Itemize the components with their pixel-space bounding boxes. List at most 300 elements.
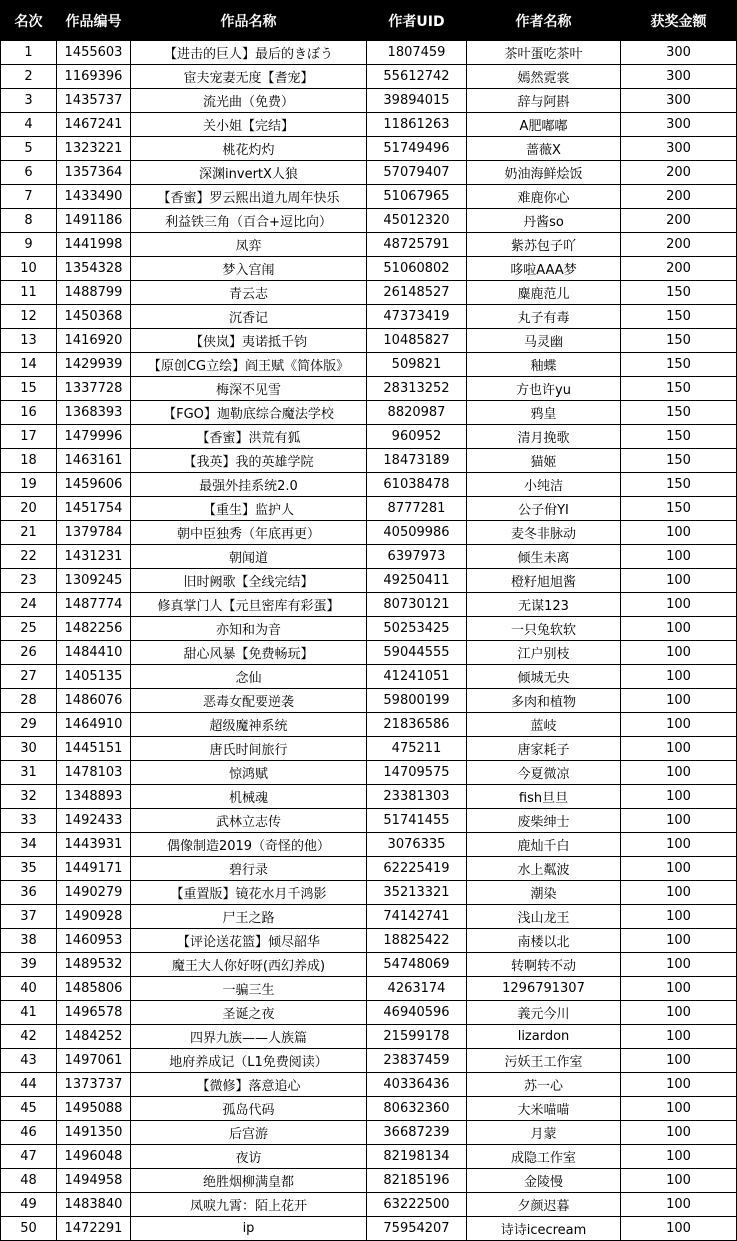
rank-cell: 10 <box>1 257 57 281</box>
rank-cell: 2 <box>1 65 57 89</box>
author-name-cell: 浅山龙王 <box>467 905 621 929</box>
work-title-cell: 四界九族——人族篇 <box>131 1025 367 1049</box>
prize-cell: 100 <box>621 785 737 809</box>
work-title-cell: 【重置版】镜花水月千鸿影 <box>131 881 367 905</box>
author-uid-cell: 18825422 <box>367 929 467 953</box>
rank-cell: 42 <box>1 1025 57 1049</box>
author-uid-cell: 18473189 <box>367 449 467 473</box>
author-uid-cell: 509821 <box>367 353 467 377</box>
author-name-cell: 奶油海鲜烩饭 <box>467 161 621 185</box>
work-title-cell: 魔王大人你好呀(西幻养成) <box>131 953 367 977</box>
table-row <box>1 881 737 905</box>
work-title-cell: 惊鸿赋 <box>131 761 367 785</box>
table-row <box>1 329 737 353</box>
table-row <box>1 689 737 713</box>
rank-cell: 15 <box>1 377 57 401</box>
author-uid-cell: 59044555 <box>367 641 467 665</box>
prize-cell: 100 <box>621 977 737 1001</box>
author-uid-cell: 51749496 <box>367 137 467 161</box>
table-row <box>1 89 737 113</box>
work-title-cell: 关小姐【完结】 <box>131 113 367 137</box>
table-row <box>1 569 737 593</box>
table-row <box>1 449 737 473</box>
work-title-cell: 机械魂 <box>131 785 367 809</box>
work-id-cell: 1169396 <box>57 65 131 89</box>
prize-cell: 100 <box>621 1217 737 1241</box>
work-id-cell: 1494958 <box>57 1169 131 1193</box>
work-title-cell: 念仙 <box>131 665 367 689</box>
prize-cell: 100 <box>621 569 737 593</box>
work-id-cell: 1478103 <box>57 761 131 785</box>
prize-cell: 100 <box>621 617 737 641</box>
work-title-cell: 【香蜜】罗云熙出道九周年快乐 <box>131 185 367 209</box>
work-id-cell: 1464910 <box>57 713 131 737</box>
prize-cell: 150 <box>621 473 737 497</box>
rank-cell: 6 <box>1 161 57 185</box>
work-id-cell: 1479996 <box>57 425 131 449</box>
prize-cell: 100 <box>621 905 737 929</box>
prize-cell: 100 <box>621 1001 737 1025</box>
rank-cell: 49 <box>1 1193 57 1217</box>
author-uid-cell: 45012320 <box>367 209 467 233</box>
work-id-cell: 1405135 <box>57 665 131 689</box>
prize-cell: 100 <box>621 665 737 689</box>
header-work-title: 作品名称 <box>131 1 367 41</box>
author-uid-cell: 55612742 <box>367 65 467 89</box>
work-id-cell: 1323221 <box>57 137 131 161</box>
author-uid-cell: 14709575 <box>367 761 467 785</box>
header-work-id: 作品编号 <box>57 1 131 41</box>
author-uid-cell: 74142741 <box>367 905 467 929</box>
work-title-cell: 【FGO】迦勒底综合魔法学校 <box>131 401 367 425</box>
table-row <box>1 1121 737 1145</box>
author-uid-cell: 23837459 <box>367 1049 467 1073</box>
prize-cell: 100 <box>621 809 737 833</box>
table-row <box>1 353 737 377</box>
rank-cell: 8 <box>1 209 57 233</box>
work-title-cell: ip <box>131 1217 367 1241</box>
author-name-cell: 夕颜迟暮 <box>467 1193 621 1217</box>
work-title-cell: 宦夫宠妻无度【耆宠】 <box>131 65 367 89</box>
table-row <box>1 785 737 809</box>
rank-cell: 33 <box>1 809 57 833</box>
prize-cell: 100 <box>621 1121 737 1145</box>
table-row <box>1 137 737 161</box>
rank-cell: 19 <box>1 473 57 497</box>
author-name-cell: 茶叶蛋吃茶叶 <box>467 41 621 65</box>
work-title-cell: 梦入宫闱 <box>131 257 367 281</box>
author-uid-cell: 41241051 <box>367 665 467 689</box>
prize-cell: 100 <box>621 593 737 617</box>
rank-cell: 43 <box>1 1049 57 1073</box>
work-title-cell: 梅深不见雪 <box>131 377 367 401</box>
table-row <box>1 593 737 617</box>
prize-cell: 150 <box>621 329 737 353</box>
work-id-cell: 1429939 <box>57 353 131 377</box>
author-name-cell: lizardon <box>467 1025 621 1049</box>
author-name-cell: fish旦旦 <box>467 785 621 809</box>
author-uid-cell: 10485827 <box>367 329 467 353</box>
work-id-cell: 1460953 <box>57 929 131 953</box>
author-name-cell: 釉蝶 <box>467 353 621 377</box>
prize-cell: 100 <box>621 641 737 665</box>
work-title-cell: 武林立志传 <box>131 809 367 833</box>
work-title-cell: 朝闻道 <box>131 545 367 569</box>
rank-cell: 40 <box>1 977 57 1001</box>
table-row <box>1 1217 737 1241</box>
author-name-cell: 義元今川 <box>467 1001 621 1025</box>
table-row <box>1 545 737 569</box>
author-name-cell: 转啊转不动 <box>467 953 621 977</box>
prize-cell: 100 <box>621 1073 737 1097</box>
work-id-cell: 1354328 <box>57 257 131 281</box>
author-name-cell: 马灵幽 <box>467 329 621 353</box>
table-row <box>1 521 737 545</box>
rank-cell: 14 <box>1 353 57 377</box>
work-title-cell: 唐氏时间旅行 <box>131 737 367 761</box>
work-id-cell: 1496578 <box>57 1001 131 1025</box>
author-name-cell: 难鹿你心 <box>467 185 621 209</box>
prize-cell: 300 <box>621 113 737 137</box>
table-row <box>1 281 737 305</box>
author-name-cell: 今夏微凉 <box>467 761 621 785</box>
work-id-cell: 1483840 <box>57 1193 131 1217</box>
prize-cell: 100 <box>621 1097 737 1121</box>
author-uid-cell: 36687239 <box>367 1121 467 1145</box>
work-title-cell: 圣诞之夜 <box>131 1001 367 1025</box>
work-title-cell: 【侠岚】夷诺抵千钧 <box>131 329 367 353</box>
author-uid-cell: 40336436 <box>367 1073 467 1097</box>
work-id-cell: 1489532 <box>57 953 131 977</box>
author-name-cell: 鸦皇 <box>467 401 621 425</box>
table-row <box>1 905 737 929</box>
work-id-cell: 1467241 <box>57 113 131 137</box>
rank-cell: 44 <box>1 1073 57 1097</box>
table-row <box>1 1049 737 1073</box>
work-id-cell: 1491350 <box>57 1121 131 1145</box>
author-uid-cell: 23381303 <box>367 785 467 809</box>
work-id-cell: 1485806 <box>57 977 131 1001</box>
table-row <box>1 65 737 89</box>
prize-cell: 150 <box>621 449 737 473</box>
author-uid-cell: 6397973 <box>367 545 467 569</box>
author-uid-cell: 47373419 <box>367 305 467 329</box>
rank-cell: 35 <box>1 857 57 881</box>
work-id-cell: 1309245 <box>57 569 131 593</box>
work-id-cell: 1416920 <box>57 329 131 353</box>
prize-cell: 100 <box>621 545 737 569</box>
table-row <box>1 665 737 689</box>
author-uid-cell: 4263174 <box>367 977 467 1001</box>
author-uid-cell: 48725791 <box>367 233 467 257</box>
table-row <box>1 497 737 521</box>
work-title-cell: 【重生】监护人 <box>131 497 367 521</box>
author-name-cell: 丹酱so <box>467 209 621 233</box>
author-uid-cell: 1807459 <box>367 41 467 65</box>
work-id-cell: 1484252 <box>57 1025 131 1049</box>
table-row <box>1 425 737 449</box>
prize-cell: 100 <box>621 521 737 545</box>
author-uid-cell: 28313252 <box>367 377 467 401</box>
rank-cell: 38 <box>1 929 57 953</box>
rank-cell: 20 <box>1 497 57 521</box>
work-id-cell: 1368393 <box>57 401 131 425</box>
prize-cell: 100 <box>621 1193 737 1217</box>
work-title-cell: 旧时阙歌【全线完结】 <box>131 569 367 593</box>
author-uid-cell: 57079407 <box>367 161 467 185</box>
table-row <box>1 305 737 329</box>
rank-cell: 48 <box>1 1169 57 1193</box>
author-name-cell: 丸子有毒 <box>467 305 621 329</box>
rank-cell: 21 <box>1 521 57 545</box>
author-name-cell: 一只兔软软 <box>467 617 621 641</box>
author-uid-cell: 63222500 <box>367 1193 467 1217</box>
prize-cell: 100 <box>621 1049 737 1073</box>
work-id-cell: 1472291 <box>57 1217 131 1241</box>
author-name-cell: 诗诗icecream <box>467 1217 621 1241</box>
table-row <box>1 953 737 977</box>
author-name-cell: 唐家耗子 <box>467 737 621 761</box>
work-title-cell: 【微修】落意追心 <box>131 1073 367 1097</box>
work-id-cell: 1490928 <box>57 905 131 929</box>
table-row <box>1 617 737 641</box>
prize-cell: 150 <box>621 305 737 329</box>
work-id-cell: 1445151 <box>57 737 131 761</box>
author-name-cell: 公子佾YI <box>467 497 621 521</box>
prize-cell: 100 <box>621 737 737 761</box>
author-name-cell: 苏一心 <box>467 1073 621 1097</box>
prize-cell: 150 <box>621 401 737 425</box>
table-row <box>1 257 737 281</box>
table-row <box>1 473 737 497</box>
author-name-cell: 污妖王工作室 <box>467 1049 621 1073</box>
author-name-cell: 潮染 <box>467 881 621 905</box>
author-name-cell: 成隐工作室 <box>467 1145 621 1169</box>
author-uid-cell: 3076335 <box>367 833 467 857</box>
author-uid-cell: 54748069 <box>367 953 467 977</box>
work-id-cell: 1379784 <box>57 521 131 545</box>
author-uid-cell: 50253425 <box>367 617 467 641</box>
rank-cell: 50 <box>1 1217 57 1241</box>
prize-cell: 100 <box>621 713 737 737</box>
author-uid-cell: 35213321 <box>367 881 467 905</box>
rank-cell: 3 <box>1 89 57 113</box>
table-row <box>1 233 737 257</box>
rank-cell: 13 <box>1 329 57 353</box>
rank-cell: 18 <box>1 449 57 473</box>
rank-cell: 29 <box>1 713 57 737</box>
work-title-cell: 沉香记 <box>131 305 367 329</box>
table-row <box>1 1145 737 1169</box>
rank-cell: 11 <box>1 281 57 305</box>
rank-cell: 37 <box>1 905 57 929</box>
author-name-cell: 哆啦AAA梦 <box>467 257 621 281</box>
author-uid-cell: 39894015 <box>367 89 467 113</box>
author-uid-cell: 82185196 <box>367 1169 467 1193</box>
work-id-cell: 1441998 <box>57 233 131 257</box>
prize-cell: 100 <box>621 1025 737 1049</box>
table-row <box>1 209 737 233</box>
prize-cell: 100 <box>621 689 737 713</box>
table-row <box>1 185 737 209</box>
header-row <box>1 1 737 41</box>
work-id-cell: 1357364 <box>57 161 131 185</box>
work-title-cell: 【香蜜】洪荒有狐 <box>131 425 367 449</box>
work-id-cell: 1373737 <box>57 1073 131 1097</box>
author-name-cell: 多肉和植物 <box>467 689 621 713</box>
author-name-cell: 麦冬非脉动 <box>467 521 621 545</box>
work-title-cell: 恶毒女配要逆袭 <box>131 689 367 713</box>
author-uid-cell: 80730121 <box>367 593 467 617</box>
author-uid-cell: 62225419 <box>367 857 467 881</box>
rank-cell: 47 <box>1 1145 57 1169</box>
prize-cell: 150 <box>621 425 737 449</box>
table-row <box>1 113 737 137</box>
prize-cell: 100 <box>621 953 737 977</box>
work-id-cell: 1459606 <box>57 473 131 497</box>
author-name-cell: 紫苏包子吖 <box>467 233 621 257</box>
work-title-cell: 深渊invertX人狼 <box>131 161 367 185</box>
work-id-cell: 1492433 <box>57 809 131 833</box>
author-name-cell: 废柴绅士 <box>467 809 621 833</box>
author-name-cell: 辞与阿斟 <box>467 89 621 113</box>
author-name-cell: 麋鹿范儿 <box>467 281 621 305</box>
work-id-cell: 1431231 <box>57 545 131 569</box>
header-author-name: 作者名称 <box>467 1 621 41</box>
table-row <box>1 641 737 665</box>
work-title-cell: 【进击的巨人】最后的きぼう <box>131 41 367 65</box>
prize-cell: 100 <box>621 1169 737 1193</box>
table-row <box>1 1025 737 1049</box>
rank-cell: 1 <box>1 41 57 65</box>
prize-cell: 150 <box>621 377 737 401</box>
work-id-cell: 1337728 <box>57 377 131 401</box>
table-row <box>1 977 737 1001</box>
rank-cell: 22 <box>1 545 57 569</box>
work-title-cell: 【原创CG立绘】阎王赋《简体版》 <box>131 353 367 377</box>
prize-cell: 100 <box>621 857 737 881</box>
table-row <box>1 1097 737 1121</box>
work-title-cell: 后宫游 <box>131 1121 367 1145</box>
rank-cell: 41 <box>1 1001 57 1025</box>
author-uid-cell: 8777281 <box>367 497 467 521</box>
table-row <box>1 1193 737 1217</box>
rank-cell: 24 <box>1 593 57 617</box>
rank-cell: 36 <box>1 881 57 905</box>
author-uid-cell: 40509986 <box>367 521 467 545</box>
prize-cell: 100 <box>621 881 737 905</box>
author-uid-cell: 49250411 <box>367 569 467 593</box>
table-row <box>1 401 737 425</box>
work-id-cell: 1490279 <box>57 881 131 905</box>
prize-cell: 300 <box>621 89 737 113</box>
work-id-cell: 1435737 <box>57 89 131 113</box>
author-name-cell: 橙籽旭旭酱 <box>467 569 621 593</box>
author-uid-cell: 82198134 <box>367 1145 467 1169</box>
table-row <box>1 737 737 761</box>
work-id-cell: 1433490 <box>57 185 131 209</box>
work-id-cell: 1348893 <box>57 785 131 809</box>
table-row <box>1 1001 737 1025</box>
rank-cell: 26 <box>1 641 57 665</box>
table-row <box>1 833 737 857</box>
header-author-uid: 作者UID <box>367 1 467 41</box>
work-id-cell: 1482256 <box>57 617 131 641</box>
author-name-cell: 倾城无央 <box>467 665 621 689</box>
prize-cell: 150 <box>621 497 737 521</box>
author-name-cell: 水上粼波 <box>467 857 621 881</box>
header-rank: 名次 <box>1 1 57 41</box>
table-row <box>1 377 737 401</box>
work-id-cell: 1450368 <box>57 305 131 329</box>
author-uid-cell: 51741455 <box>367 809 467 833</box>
prize-cell: 100 <box>621 833 737 857</box>
rank-cell: 28 <box>1 689 57 713</box>
work-id-cell: 1449171 <box>57 857 131 881</box>
work-title-cell: 流光曲（免费） <box>131 89 367 113</box>
prize-cell: 100 <box>621 929 737 953</box>
prize-cell: 200 <box>621 209 737 233</box>
work-title-cell: 碧行录 <box>131 857 367 881</box>
rank-cell: 4 <box>1 113 57 137</box>
work-id-cell: 1487774 <box>57 593 131 617</box>
rank-cell: 39 <box>1 953 57 977</box>
work-title-cell: 甜心风暴【免费畅玩】 <box>131 641 367 665</box>
rank-cell: 31 <box>1 761 57 785</box>
work-id-cell: 1451754 <box>57 497 131 521</box>
work-id-cell: 1497061 <box>57 1049 131 1073</box>
author-uid-cell: 80632360 <box>367 1097 467 1121</box>
rank-cell: 34 <box>1 833 57 857</box>
prize-cell: 300 <box>621 65 737 89</box>
prize-cell: 150 <box>621 353 737 377</box>
author-name-cell: 猫姬 <box>467 449 621 473</box>
author-name-cell: A肥嘟嘟 <box>467 113 621 137</box>
work-title-cell: 一骗三生 <box>131 977 367 1001</box>
prize-cell: 150 <box>621 281 737 305</box>
rank-cell: 5 <box>1 137 57 161</box>
prize-cell: 100 <box>621 1145 737 1169</box>
work-id-cell: 1443931 <box>57 833 131 857</box>
work-title-cell: 凤弈 <box>131 233 367 257</box>
author-name-cell: 小纯洁 <box>467 473 621 497</box>
work-id-cell: 1488799 <box>57 281 131 305</box>
work-id-cell: 1486076 <box>57 689 131 713</box>
work-title-cell: 尸王之路 <box>131 905 367 929</box>
work-title-cell: 夜访 <box>131 1145 367 1169</box>
author-uid-cell: 960952 <box>367 425 467 449</box>
work-title-cell: 亦知和为音 <box>131 617 367 641</box>
table-row <box>1 1073 737 1097</box>
prize-cell: 100 <box>621 761 737 785</box>
table-row <box>1 929 737 953</box>
author-name-cell: 南楼以北 <box>467 929 621 953</box>
work-title-cell: 【评论送花篮】倾尽韶华 <box>131 929 367 953</box>
work-title-cell: 绝胜烟柳满皇都 <box>131 1169 367 1193</box>
rank-cell: 25 <box>1 617 57 641</box>
prize-cell: 300 <box>621 41 737 65</box>
author-name-cell: 1296791307 <box>467 977 621 1001</box>
table-row <box>1 761 737 785</box>
table-row <box>1 809 737 833</box>
table-row <box>1 857 737 881</box>
author-name-cell: 倾生未离 <box>467 545 621 569</box>
author-uid-cell: 75954207 <box>367 1217 467 1241</box>
author-uid-cell: 51060802 <box>367 257 467 281</box>
prize-cell: 200 <box>621 257 737 281</box>
table-row <box>1 161 737 185</box>
work-id-cell: 1455603 <box>57 41 131 65</box>
